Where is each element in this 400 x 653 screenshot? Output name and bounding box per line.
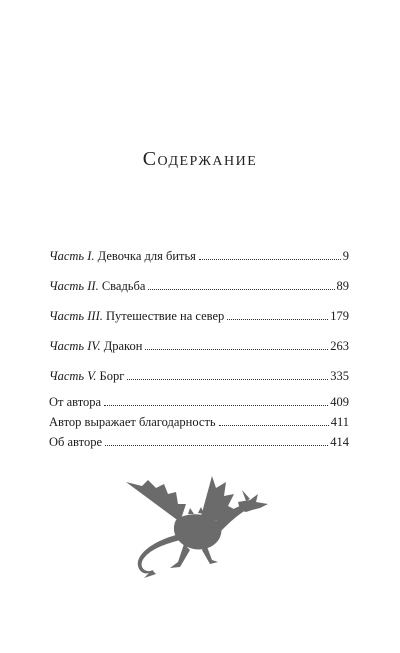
dot-leader <box>104 405 328 406</box>
dot-leader <box>127 379 328 380</box>
page-number: 409 <box>330 395 349 409</box>
toc-entry-part-5[interactable] <box>49 368 349 384</box>
part-name: Борг <box>99 369 125 383</box>
page-number: 411 <box>330 415 349 429</box>
dot-leader <box>199 259 341 260</box>
toc-entry-label <box>49 308 224 324</box>
toc-entry-part-2[interactable] <box>49 278 349 294</box>
toc-entry-part-4[interactable] <box>49 338 349 354</box>
toc-entry-label <box>49 278 145 294</box>
part-number: Часть IV. <box>49 339 101 353</box>
page-title: Содержание <box>142 148 258 170</box>
part-name: Девочка для битья <box>97 249 196 263</box>
toc-entry-label: Об авторе <box>49 435 102 449</box>
page-number: 179 <box>330 309 349 323</box>
page-number: 335 <box>330 369 349 383</box>
toc-entry-part-1[interactable] <box>49 248 349 264</box>
part-number: Часть III. <box>49 309 103 323</box>
page-number: 89 <box>336 279 349 293</box>
dot-leader <box>219 425 329 426</box>
part-number: Часть V. <box>49 369 97 383</box>
toc-entry-part-3[interactable] <box>49 308 349 324</box>
toc-entry-about-author[interactable] <box>49 434 349 450</box>
dragon-icon <box>118 470 278 590</box>
part-number: Часть I. <box>49 249 95 263</box>
dot-leader <box>105 445 328 446</box>
part-name: Свадьба <box>101 279 146 293</box>
dot-leader <box>145 349 328 350</box>
page-number: 414 <box>330 435 349 449</box>
part-name: Дракон <box>103 339 143 353</box>
part-name: Путешествие на север <box>106 309 225 323</box>
toc-entry-label: От автора <box>49 395 102 409</box>
toc-entry-from-author[interactable] <box>49 394 349 410</box>
toc-entry-label <box>49 338 142 354</box>
page-number: 9 <box>342 249 349 263</box>
page-number: 263 <box>330 339 349 353</box>
toc-entry-label <box>49 248 196 264</box>
toc-entry-acknowledgements[interactable] <box>49 414 349 430</box>
part-number: Часть II. <box>49 279 99 293</box>
dot-leader <box>148 289 334 290</box>
table-of-contents <box>49 248 349 454</box>
dot-leader <box>227 319 328 320</box>
toc-entry-label: Автор выражает благодарность <box>49 415 216 429</box>
toc-entry-label <box>49 368 124 384</box>
